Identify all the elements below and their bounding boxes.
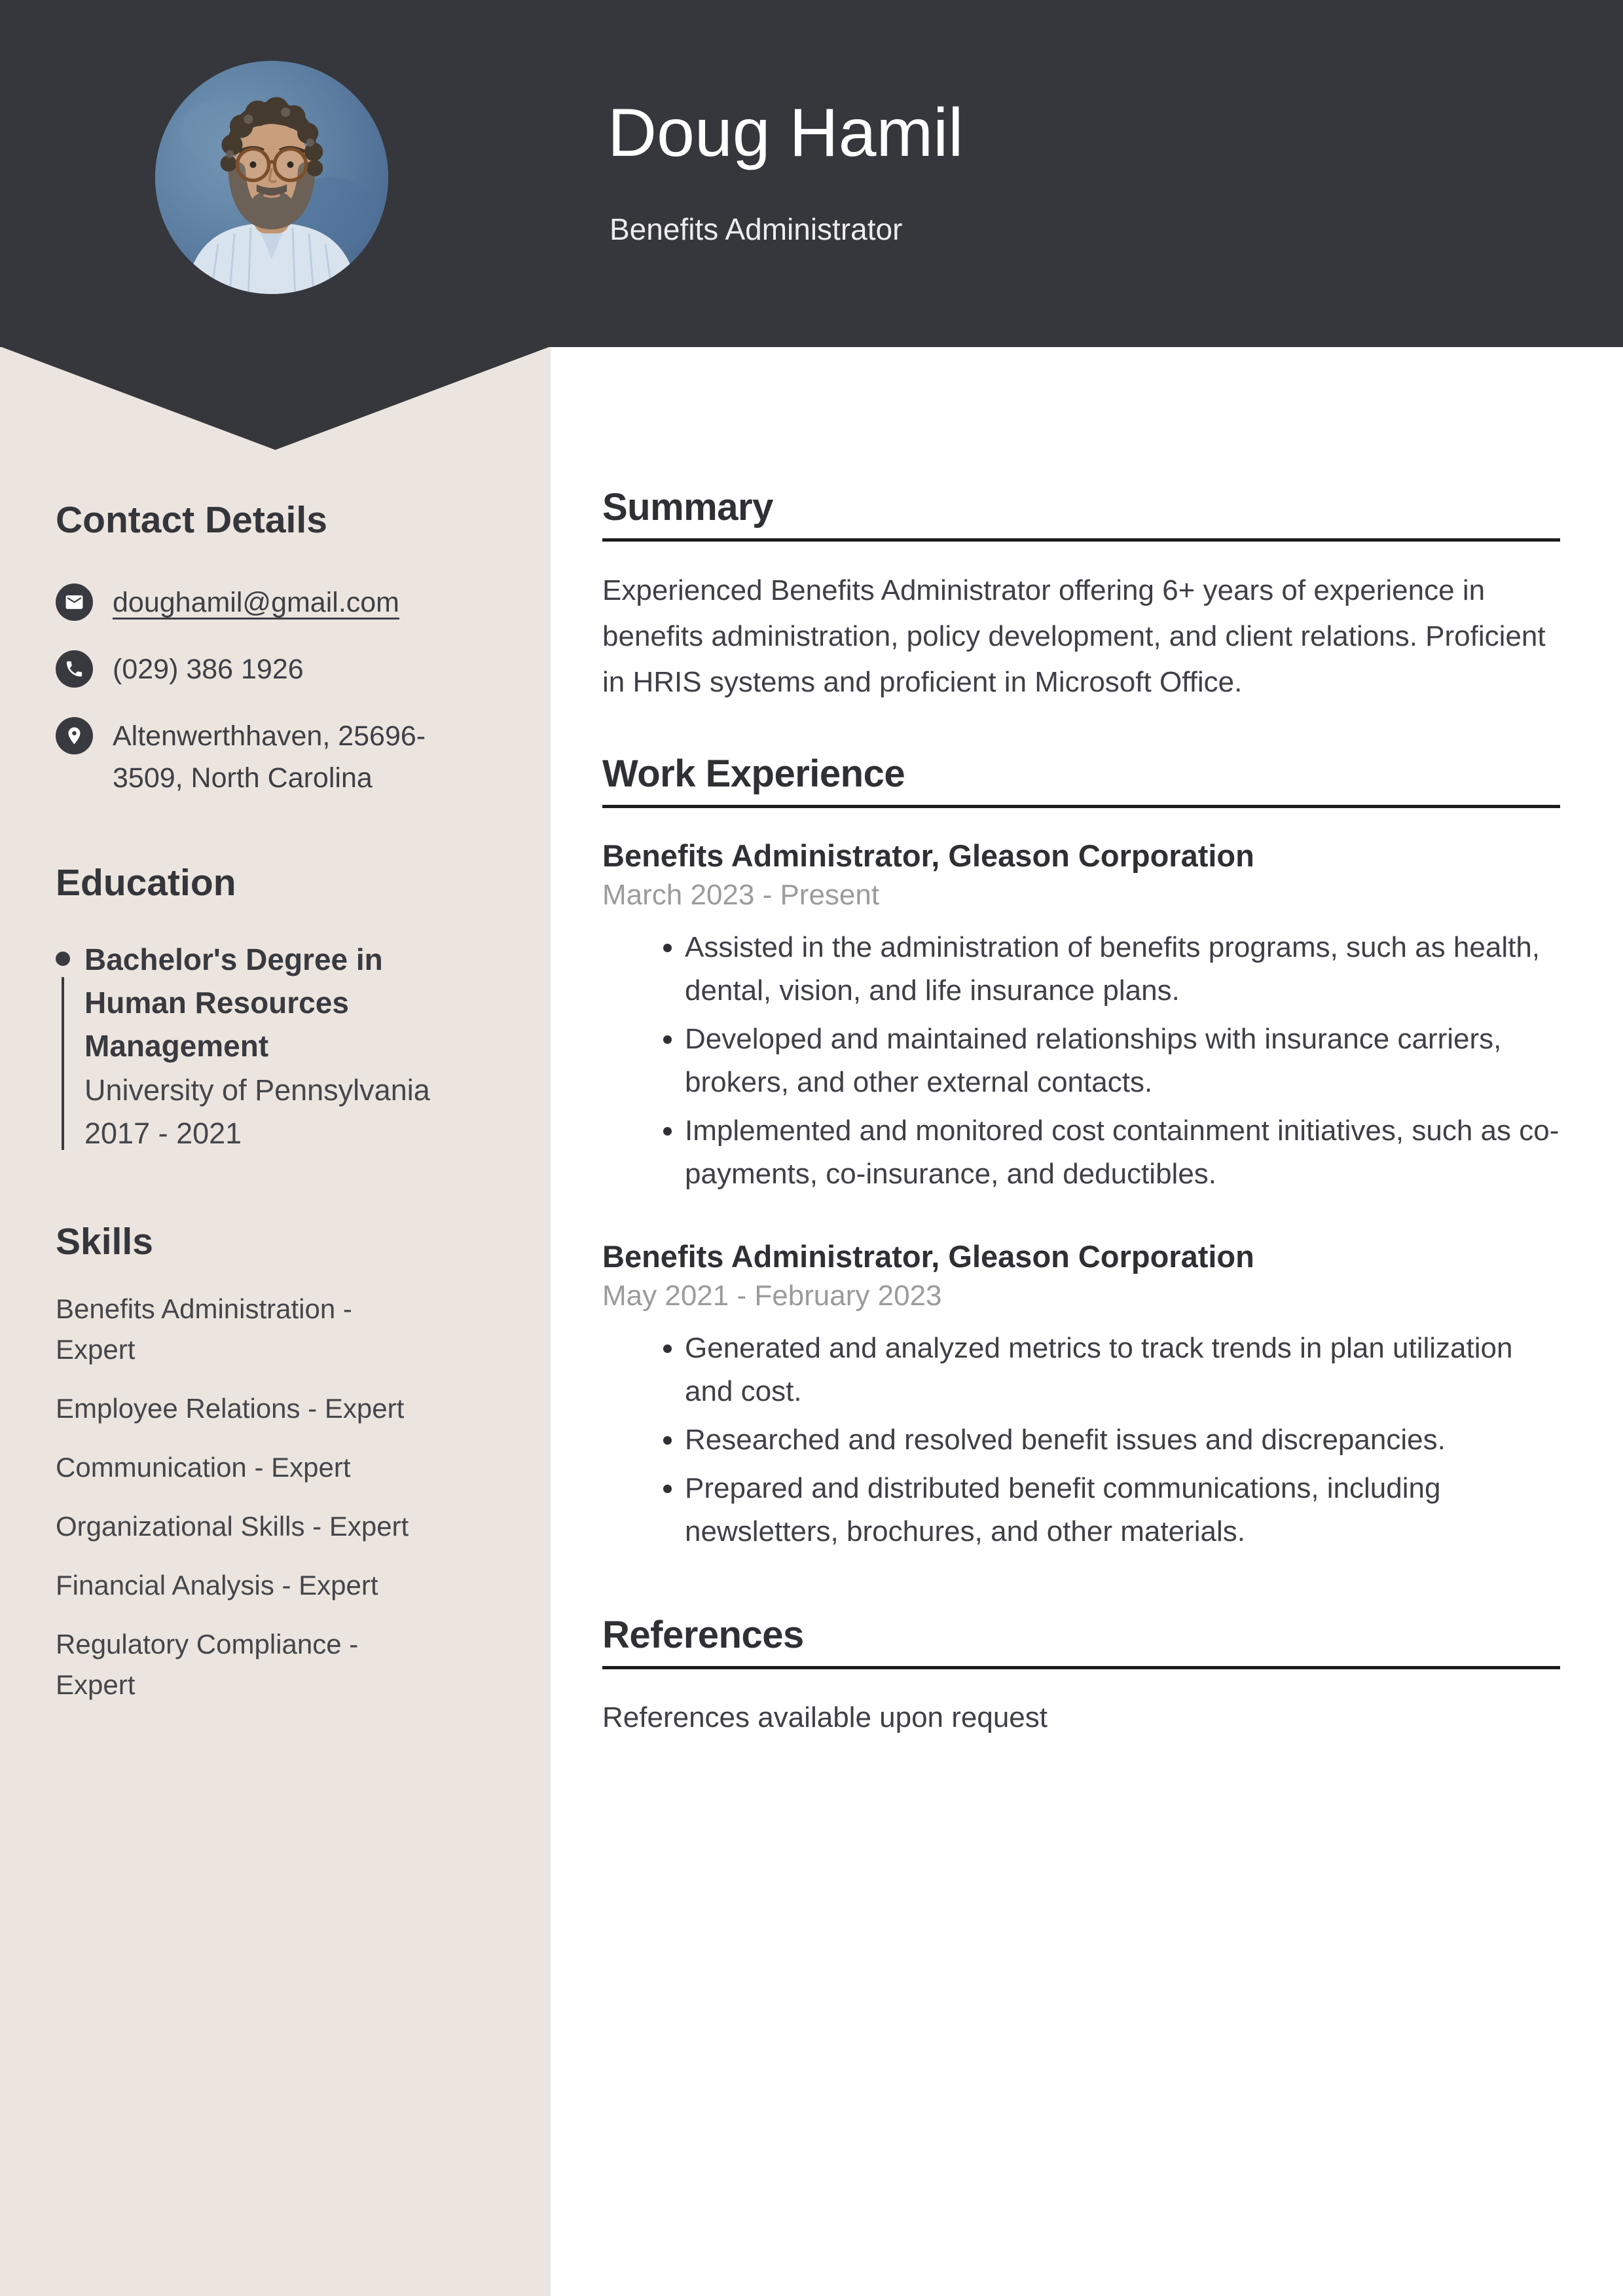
education-heading: Education [56,862,236,904]
work-experience-section [602,751,1560,1553]
education-section [56,862,475,1155]
work-experience-heading: Work Experience [602,752,905,795]
contact-list [56,582,475,799]
header-banner [0,0,1623,347]
education-dates: 2017 - 2021 [84,1117,242,1150]
person-job-title: Benefits Administrator [610,212,903,246]
email-icon [56,583,93,621]
profile-photo [155,61,388,294]
summary-text: Experienced Benefits Administrator offering 6+ years of experience in benefits administration, policy development, and client relations. Proficient in HRIS systems and proficient in Microsoft Office. [602,574,1546,698]
education-school: University of Pennsylvania [84,1073,430,1107]
contact-row-phone [56,648,475,690]
contact-heading: Contact Details [56,499,327,541]
skills-list [56,1289,475,1705]
skill-item: Financial Analysis - Expert [56,1570,378,1601]
job-dates: March 2023 - Present [602,879,880,911]
summary-heading: Summary [602,486,773,528]
contact-row-location [56,715,475,799]
skill-item: Organizational Skills - Expert [56,1511,409,1542]
skills-section [56,1221,475,1705]
job-bullet-list [602,1327,1560,1553]
skill-item: Communication - Expert [56,1452,351,1483]
education-degree: Bachelor's Degree in Human Resources Management [84,942,383,1063]
person-name: Doug Hamil [608,95,964,171]
job-bullet: • Assisted in the administration of benefits programs, such as health, dental, vision, and life insurance plans. [685,926,1560,1012]
job-entry [602,1238,1560,1553]
references-heading: References [602,1614,804,1656]
education-entry [56,938,438,1155]
contact-section [56,499,475,799]
references-divider [602,1666,1560,1669]
job-bullet: • Implemented and monitored cost containment initiatives, such as co-payments, co-insurance, and deductibles. [685,1109,1560,1196]
skill-item: Employee Relations - Expert [56,1393,405,1424]
job-dates: May 2021 - February 2023 [602,1280,942,1312]
address-text: Altenwerthhaven, 25696-3509, North Carolina [113,720,426,794]
portrait-illustration [155,61,388,294]
skill-item: Regulatory Compliance - Expert [56,1629,359,1700]
summary-section [602,485,1560,705]
phone-number: (029) 386 1926 [113,654,304,685]
phone-icon [56,650,93,688]
job-bullet: • Researched and resolved benefit issues and discrepancies. [685,1418,1560,1462]
job-title: Benefits Administrator, Gleason Corporation [602,838,1254,873]
job-bullet: • Generated and analyzed metrics to track trends in plan utilization and cost. [685,1327,1560,1413]
job-bullet-list [602,926,1560,1196]
sidebar [56,499,475,1724]
references-text: References available upon request [602,1701,1048,1733]
job-bullet: • Developed and maintained relationships with insurance carriers, brokers, and other external contacts. [685,1018,1560,1104]
job-bullet: • Prepared and distributed benefit communications, including newsletters, brochures, and other materials. [685,1467,1560,1553]
skills-heading: Skills [56,1221,153,1263]
main-column [602,485,1560,1739]
email-link[interactable]: doughamil@gmail.com [113,587,399,618]
location-icon [56,717,93,754]
references-section [602,1612,1560,1739]
work-experience-divider [602,805,1560,808]
contact-row-email [56,582,475,623]
skill-item: Benefits Administration - Expert [56,1293,352,1365]
summary-divider [602,538,1560,542]
job-entry [602,837,1560,1196]
job-title: Benefits Administrator, Gleason Corporation [602,1239,1254,1274]
